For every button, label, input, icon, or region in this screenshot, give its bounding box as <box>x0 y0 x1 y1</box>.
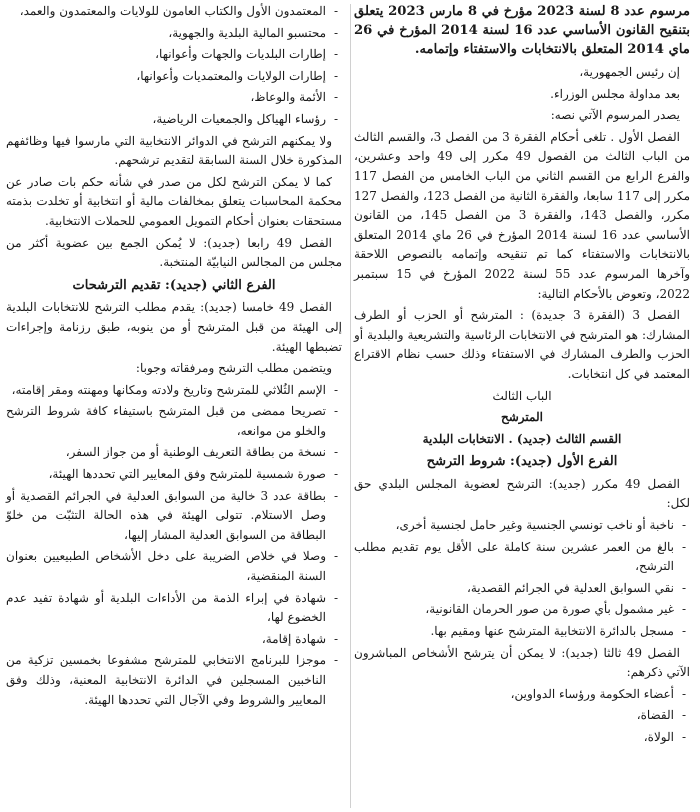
list-item: - بطاقة عدد 3 خالية من السوابق العدلية في الجرائم القصدية أو وصل الاستلام. تتولى الهيئة في هذه الحالة التثبّت من خلوّ البطاقة من السوابق العدلية المشار إليها، <box>6 487 326 546</box>
chapter-heading: الباب الثالث <box>492 388 552 403</box>
article-49bis-list <box>354 516 690 642</box>
deliberation-line: بعد مداولة مجلس الوزراء. <box>550 86 680 101</box>
list-item: - إطارات الولايات والمعتمديات وأعوانها، <box>6 67 326 87</box>
list-item: - محتسبو المالية البلدية والجهوية، <box>6 24 326 44</box>
list-item: - الولاة، <box>354 728 674 748</box>
list-item: - أعضاء الحكومة ورؤساء الدواوين، <box>354 685 674 705</box>
list-item: - مسجل بالدائرة الانتخابية المترشح عنها ومقيم بها. <box>354 622 674 642</box>
column-divider <box>350 4 351 808</box>
constituency-restriction: ولا يمكنهم الترشح في الدوائر الانتخابية التي مارسوا فيها وظائفهم المذكورة خلال السنة السابقة لتقديم ترشحهم. <box>6 133 342 168</box>
article-49quinquies: الفصل 49 خامسا (جديد): يقدم مطلب الترشح للانتخابات البلدية إلى الهيئة من قبل المترشح أو من ينوبه، طبق رزنامة وإجراءات تضبطها الهيئة. <box>6 300 342 354</box>
list-item: - شهادة إقامة، <box>6 630 326 650</box>
list-item: - القضاة، <box>354 706 674 726</box>
court-restriction: كما لا يمكن الترشح لكل من صدر في شأنه حكم بات صادر عن محكمة المحاسبات يتعلق بمخالفات مالية أو انتخابية أو تخلدت بذمته مستحقات بعنوان أحكام التمويل العمومي للحملات الانتخابية. <box>6 174 342 228</box>
attachments-intro: ويتضمن مطلب الترشح ومرفقاته وجوبا: <box>135 361 332 376</box>
left-column <box>6 2 342 712</box>
chapter-title: المترشح <box>501 410 543 425</box>
article-49ter-list <box>354 685 690 748</box>
list-item: - إطارات البلديات والجهات وأعوانها، <box>6 45 326 65</box>
article-49ter-intro: الفصل 49 ثالثا (جديد): لا يمكن أن يترشح الأشخاص المباشرون الآتي ذكرهم: <box>354 645 690 680</box>
article-1: الفصل الأول . تلغى أحكام الفقرة 3 من الفصل 3، والقسم الثالث من الباب الثالث من الفصول 49 مكرر إلى 49 واحد وعشرين، والفرع الرابع من القسم الثاني من الباب الخامس من الفصل 117 مكرر إلى 117 سابعا، والفقرة الثانية من الفصل 123، والفصل 127 مكرر، والفصل 143، والفقرة 3 من الفصل 145، من القانون الأساسي عدد 16 لسنة 2014 المؤرخ في 26 ماي 2014 المتعلق بالانتخابات والاستفتاء كما تم تنقيحه وإتمامه بالنصوص اللاحقة وآخرها المرسوم عدد 55 لسنة 2022 المؤرخ في 15 سبتمبر 2022، وتعوض بالأحكام التالية: <box>354 129 691 301</box>
section-3-heading: القسم الثالث (جديد) . الانتخابات البلدية <box>422 431 622 446</box>
list-item: - الأئمة والوعاظ، <box>6 88 326 108</box>
list-item: - شهادة في إبراء الذمة من الأداءات البلدية أو شهادة تفيد عدم الخضوع لها، <box>6 589 326 628</box>
ineligible-officials-list <box>6 2 342 130</box>
list-item: - بالغ من العمر عشرين سنة كاملة على الأقل يوم تقديم مطلب الترشح، <box>354 538 674 577</box>
list-item: - موجزا للبرنامج الانتخابي للمترشح مشفوعا بخمسين تزكية من الناخبين المسجلين في الدائرة الانتخابية المعنية، وذلك وفق المعايير والشروط وفي الآجال التي تحددها الهيئة. <box>6 651 326 710</box>
branch-1-heading: الفرع الأول (جديد): شروط الترشح <box>426 454 618 470</box>
list-item: - المعتمدون الأول والكتاب العامون للولايات والمعتمدون والعمد، <box>6 2 326 22</box>
branch-2-heading: الفرع الثاني (جديد): تقديم الترشحات <box>72 277 276 293</box>
list-item: - الإسم الثُلاثي للمترشح وتاريخ ولادته ومكانها ومهنته ومقر إقامته، <box>6 381 326 401</box>
list-item: - صورة شمسية للمترشح وفق المعايير التي تحددها الهيئة، <box>6 465 326 485</box>
list-item: - غير مشمول بأي صورة من صور الحرمان القانونية، <box>354 600 674 620</box>
list-item: - وصلا في خلاص الضريبة على دخل الأشخاص الطبيعيين بعنوان السنة المنقضية، <box>6 547 326 586</box>
president-line: إن رئيس الجمهورية، <box>579 65 680 79</box>
right-column <box>354 2 690 750</box>
list-item: - تصريحا ممضى من قبل المترشح باستيفاء كافة شروط الترشح والخلو من موانعه، <box>6 402 326 441</box>
list-item: - رؤساء الهياكل والجمعيات الرياضية، <box>6 110 326 130</box>
article-49bis-intro: الفصل 49 مكرر (جديد): الترشح لعضوية المجلس البلدي حق لكل: <box>354 476 690 511</box>
article-3-paragraph-3: الفصل 3 (الفقرة 3 جديدة) : المترشح أو الحزب أو الطرف المشارك: هو المترشح في الانتخابات الرئاسية والتشريعية والبلدية أو الحزب والطرف المشارك في الاستفتاء وذلك حسب نظام الاقتراع المعتمد في كل انتخابات. <box>354 308 690 381</box>
list-item: - ناخبة أو ناخب تونسي الجنسية وغير حامل لجنسية أخرى، <box>354 516 674 536</box>
decree-title: مرسوم عدد 8 لسنة 2023 مؤرخ في 8 مارس 2023 يتعلق بتنقيح القانون الأساسي عدد 16 لسنة 2014 المؤرخ في 26 ماي 2014 المتعلق بالانتخابات والاستفتاء وإتمامه. <box>354 4 691 57</box>
issues-line: يصدر المرسوم الآتي نصه: <box>550 108 680 123</box>
article-49quater: الفصل 49 رابعا (جديد): لا يُمكن الجمع بين عضوية أكثر من مجلس من المجالس النيابيّة المنتخبة. <box>6 235 342 270</box>
list-item: - نقي السوابق العدلية في الجرائم القصدية، <box>354 579 674 599</box>
attachments-list <box>6 381 342 711</box>
list-item: - نسخة من بطاقة التعريف الوطنية أو من جواز السفر، <box>6 443 326 463</box>
